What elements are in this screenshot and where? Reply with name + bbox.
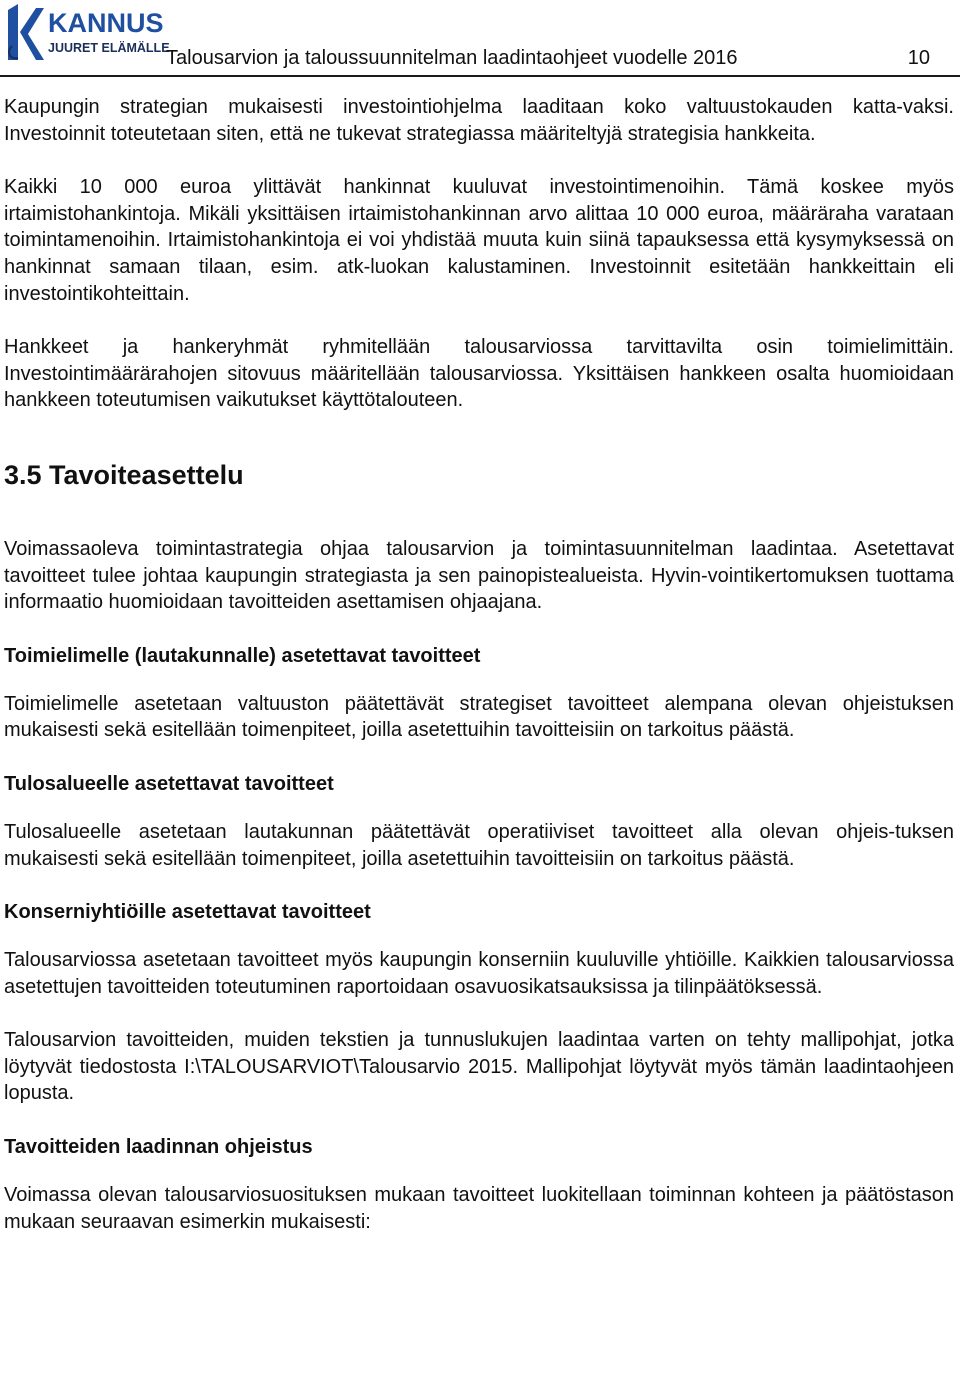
logo-tagline-text: JUURET ELÄMÄLLE xyxy=(48,41,170,55)
paragraph-group-company-goals: Talousarviossa asetetaan tavoitteet myös kaupungin konserniin kuuluville yhtiöille. Kaikkien talousarviossa asetettujen tavoitteiden toteutuminen raportoidaan osavuosikatsauksissa ja tilinpäätöksessä. xyxy=(4,949,954,998)
page-header xyxy=(0,0,960,78)
logo-brand-text: KANNUS xyxy=(48,8,164,38)
document-body xyxy=(4,94,954,1262)
document-title: Talousarvion ja taloussuunnitelman laadintaohjeet vuodelle 2016 xyxy=(166,47,738,69)
paragraph-investment-threshold: Kaikki 10 000 euroa ylittävät hankinnat kuuluvat investointimenoihin. Tämä koskee myös irtaimistohankintoja. Mikäli yksittäisen irtaimistohankinnan arvo alittaa 10 000 euroa, määräraha varataan toimintamenoihin. Irtaimistohankintoja ei voi yhdistää muuta kuin siinä tapauksessa että kysymyksessä on hankinnat samaan tilaan, esim. atk-luokan kalustaminen. Investoinnit esitetään hankkeittain eli investointikohteittain. xyxy=(4,176,954,305)
paragraph-templates: Talousarvion tavoitteiden, muiden tekstien ja tunnuslukujen laadintaa varten on tehty mallipohjat, jotka löytyvät tiedostosta I:\TALOUSARVIOT\Talousarvio 2015. Mallipohjat löytyvät myös tämän laadintaohjeen lopusta. xyxy=(4,1029,954,1105)
paragraph-project-grouping: Hankkeet ja hankeryhmät ryhmitellään talousarviossa tarvittavilta osin toimielimittäin. Investointimäärärahojen sitovuus määritellään talousarviossa. Yksittäisen hankkeen osalta huomioidaan hankkeen toteutumisen vaikutukset käyttötalouteen. xyxy=(4,336,954,412)
paragraph-section-intro: Voimassaoleva toimintastrategia ohjaa talousarvion ja toimintasuunnitelman laadintaa. Asetettavat tavoitteet tulee johtaa kaupungin strategiasta ja sen painopistealueista. Hyvin-vointikertomuksen tuottama informaatio huomioidaan tavoitteiden asettamisen ohjaajana. xyxy=(4,537,954,614)
subheading-goal-guidance: Tavoitteiden laadinnan ohjeistus xyxy=(4,1136,313,1159)
subheading-result-area-goals: Tulosalueelle asetettavat tavoitteet xyxy=(4,772,334,795)
page-number: 10 xyxy=(907,47,930,69)
paragraph-board-goals: Toimielimelle asetetaan valtuuston päätettävät strategiset tavoitteet alempana olevan ohjeistuksen mukaisesti sekä esitellään toimenpiteet, joilla asetettuihin tavoitteisiin on tarkoitus päästä. xyxy=(4,692,954,742)
kannus-logo-icon xyxy=(4,2,170,64)
paragraph-goal-guidance: Voimassa olevan talousarviosuosituksen mukaan tavoitteet luokitellaan toiminnan kohteen ja päätöstason mukaan seuraavan esimerkin mukaisesti: xyxy=(4,1184,954,1233)
section-heading: 3.5 Tavoiteasettelu xyxy=(4,459,244,490)
header-divider xyxy=(0,75,960,77)
paragraph-investment-programme: Kaupungin strategian mukaisesti investointiohjelma laaditaan koko valtuustokauden katta-vaksi. Investoinnit toteutetaan siten, että ne tukevat strategiassa määriteltyjä strategisia hankkeita. xyxy=(4,96,954,145)
paragraph-result-area-goals: Tulosalueelle asetetaan lautakunnan päätettävät operatiiviset tavoitteet alla olevan ohjeis-tuksen mukaisesti sekä esitellään toimenpiteet, joilla asetettuihin tavoitteisiin on tarkoitus päästä. xyxy=(4,820,954,870)
subheading-board-goals: Toimielimelle (lautakunnalle) asetettavat tavoitteet xyxy=(4,644,481,667)
subheading-group-company-goals: Konserniyhtiöille asetettavat tavoitteet xyxy=(4,901,371,924)
